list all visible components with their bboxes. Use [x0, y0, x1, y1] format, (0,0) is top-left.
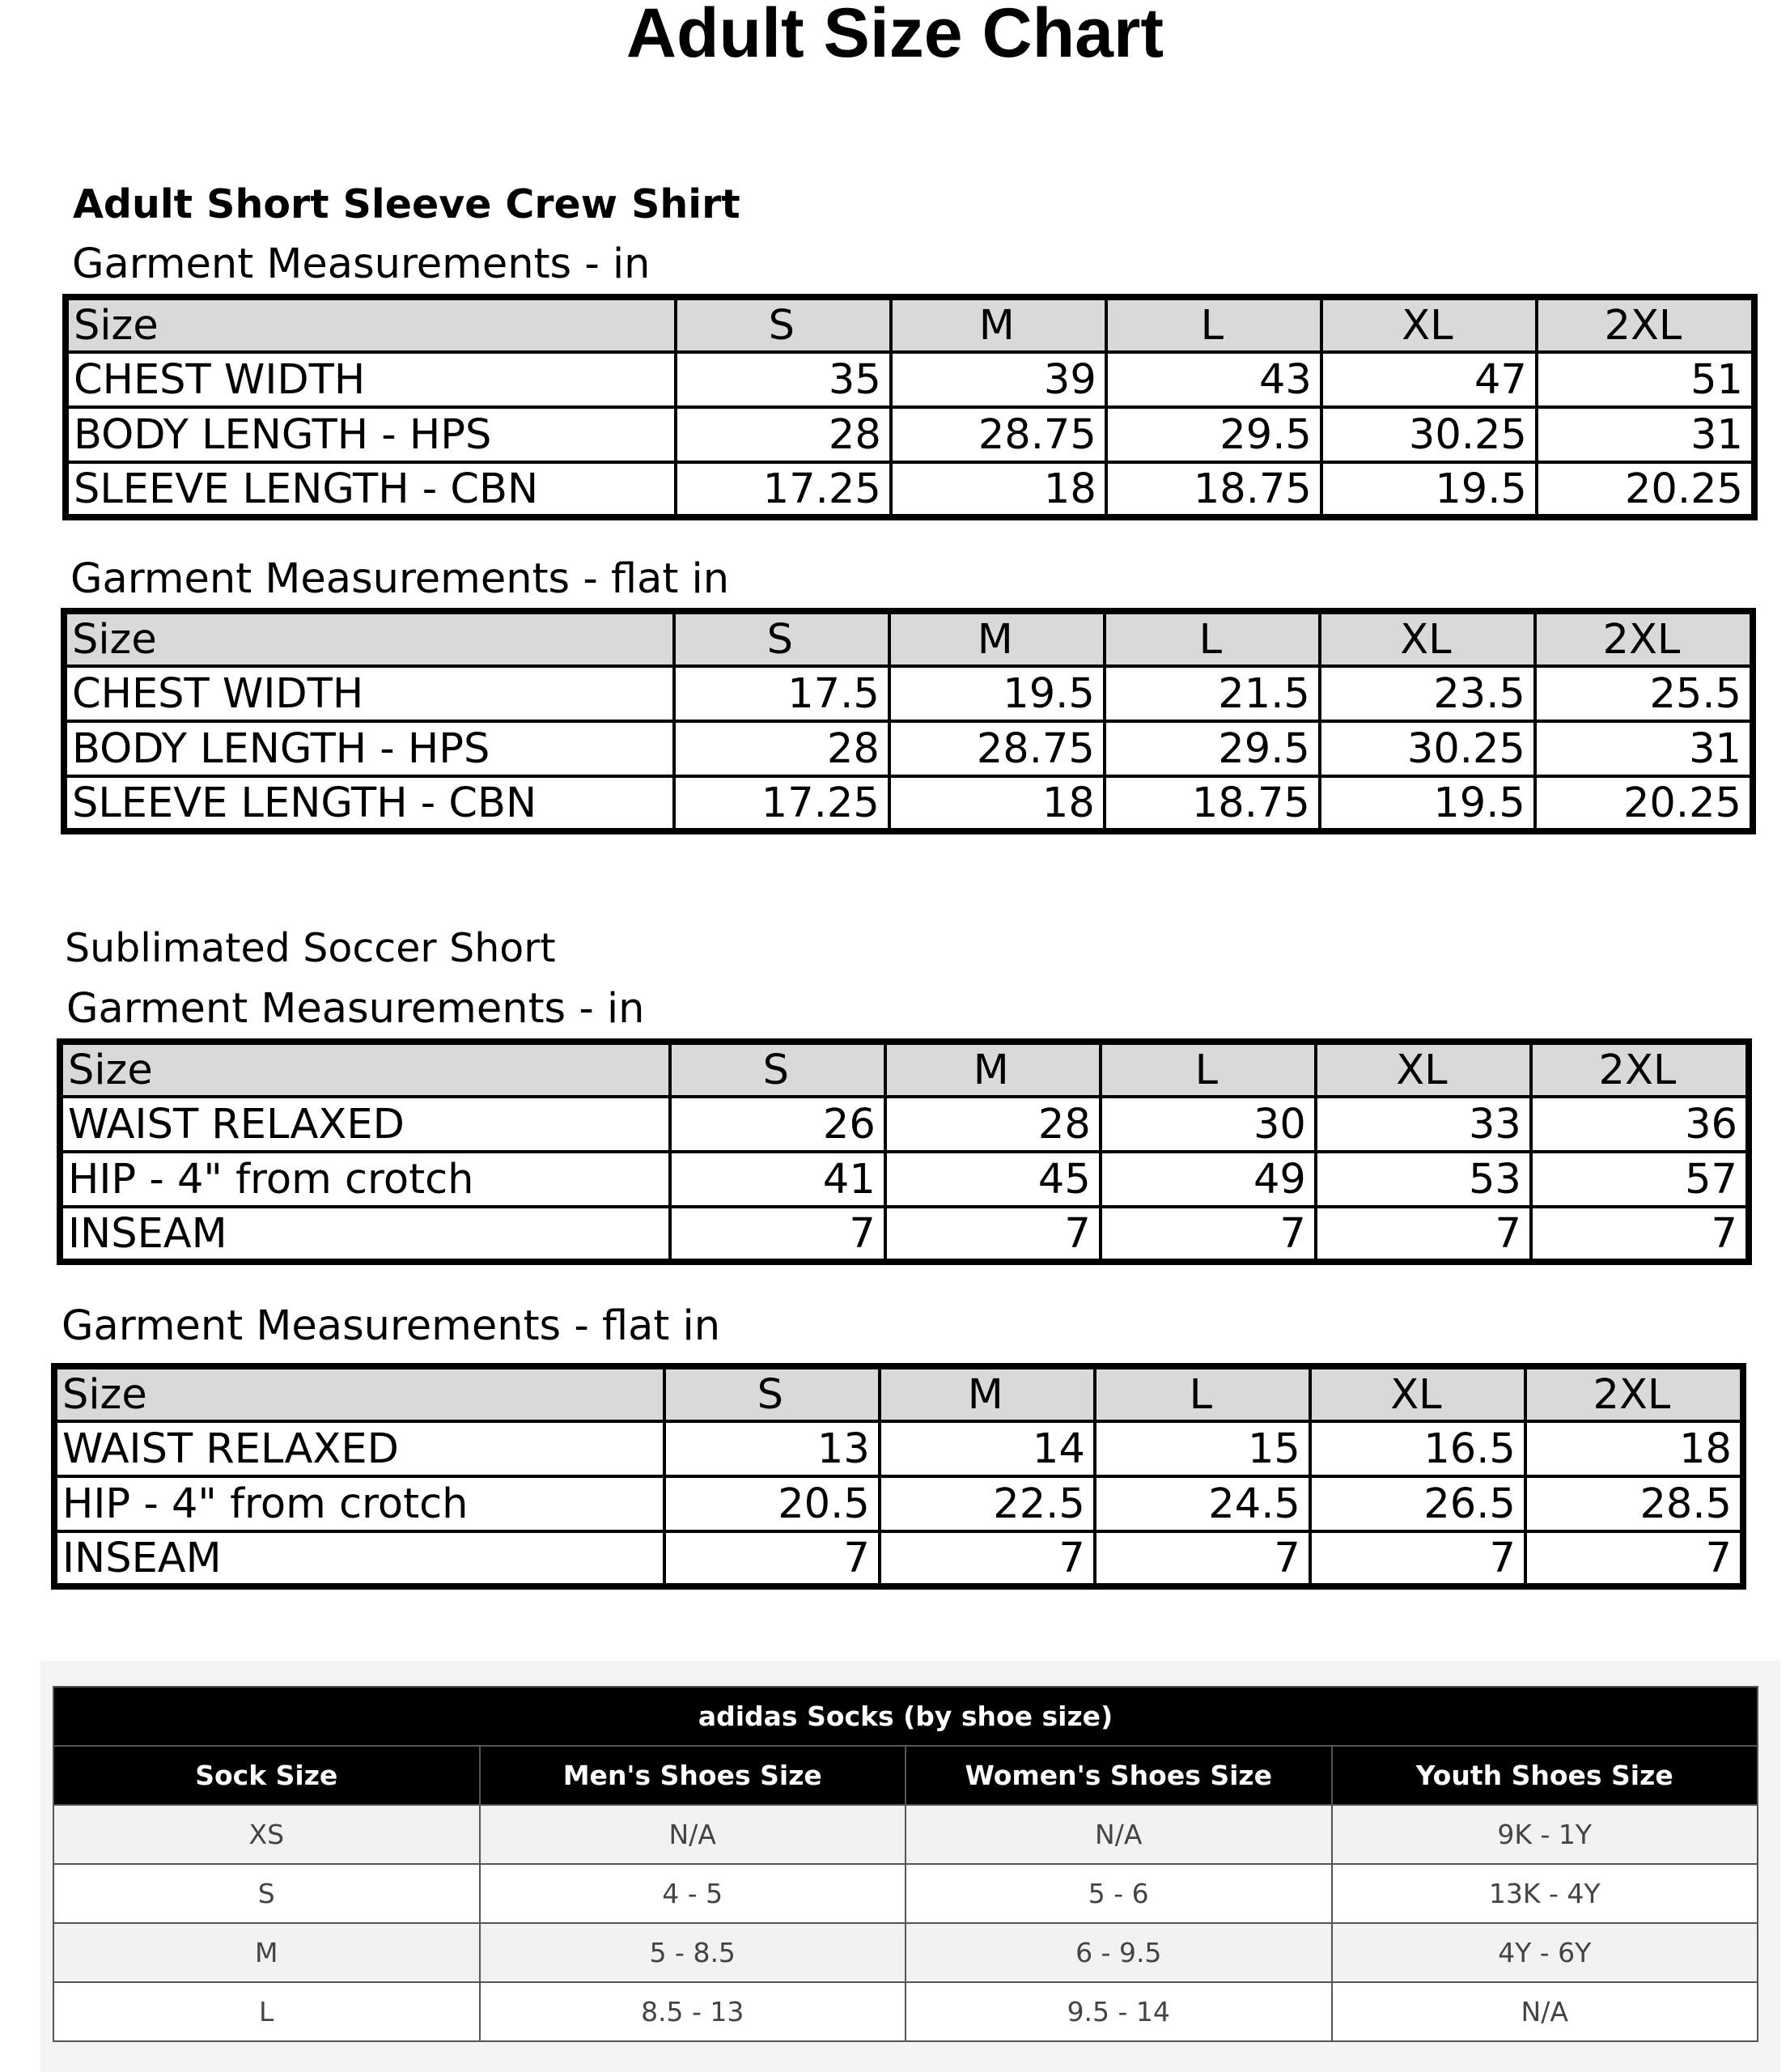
table-row	[53, 1923, 1758, 1982]
measurement-value: 17.5	[674, 666, 889, 721]
header-cell-size: M	[891, 297, 1106, 352]
table-header-row	[66, 297, 1754, 352]
header-cell-size: S	[676, 297, 891, 352]
header-cell-size: 2XL	[1537, 297, 1754, 352]
measurement-value: 18	[891, 462, 1106, 517]
socks-table-title: adidas Socks (by shoe size)	[53, 1687, 1758, 1746]
header-cell-size: 2XL	[1525, 1366, 1743, 1421]
measurement-value: 7	[1525, 1531, 1743, 1586]
measurement-value: 30.25	[1320, 721, 1535, 776]
measurement-value: 7	[670, 1207, 885, 1262]
header-cell-label: Size	[64, 611, 674, 666]
header-cell-size: S	[674, 611, 889, 666]
socks-cell: 5 - 8.5	[480, 1923, 906, 1982]
measurement-value: 53	[1316, 1152, 1531, 1207]
measurement-value: 7	[1316, 1207, 1531, 1262]
table-row	[60, 1207, 1749, 1262]
measurement-label: SLEEVE LENGTH - CBN	[64, 776, 674, 831]
measurement-value: 36	[1531, 1097, 1749, 1152]
measurement-value: 7	[885, 1207, 1101, 1262]
table-row	[64, 721, 1753, 776]
measurement-value: 18	[1525, 1421, 1743, 1476]
measurement-value: 21.5	[1105, 666, 1320, 721]
header-cell-size: XL	[1310, 1366, 1525, 1421]
measurement-label: INSEAM	[60, 1207, 670, 1262]
socks-cell: 13K - 4Y	[1332, 1864, 1758, 1923]
header-cell-size: M	[880, 1366, 1095, 1421]
measurement-label: SLEEVE LENGTH - CBN	[66, 462, 676, 517]
measurement-value: 20.25	[1537, 462, 1754, 517]
measurement-value: 26.5	[1310, 1476, 1525, 1531]
table-header-row	[64, 611, 1753, 666]
header-cell-size: 2XL	[1531, 1042, 1749, 1097]
short-table-inches	[57, 1038, 1752, 1265]
header-cell-size: XL	[1320, 611, 1535, 666]
measurement-value: 19.5	[889, 666, 1105, 721]
header-cell-size: L	[1106, 297, 1321, 352]
header-cell-size: M	[889, 611, 1105, 666]
socks-cell: 6 - 9.5	[906, 1923, 1332, 1982]
measurement-label: CHEST WIDTH	[66, 352, 676, 407]
table-row	[64, 666, 1753, 721]
header-cell-label: Size	[60, 1042, 670, 1097]
measurement-value: 45	[885, 1152, 1101, 1207]
table-row	[53, 1982, 1758, 2041]
measurement-value: 39	[891, 352, 1106, 407]
socks-cell: 9.5 - 14	[906, 1982, 1332, 2041]
socks-cell: S	[53, 1864, 480, 1923]
measurement-value: 19.5	[1321, 462, 1537, 517]
socks-cell: 9K - 1Y	[1332, 1805, 1758, 1864]
measurement-value: 28	[885, 1097, 1101, 1152]
measurement-label: BODY LENGTH - HPS	[64, 721, 674, 776]
short-band-inches: Garment Measurements - in	[66, 984, 645, 1033]
page-title: Adult Size Chart	[626, 0, 1164, 72]
socks-cell: L	[53, 1982, 480, 2041]
shirt-band-flat: Garment Measurements - flat in	[70, 554, 730, 603]
measurement-value: 15	[1095, 1421, 1310, 1476]
measurement-value: 26	[670, 1097, 885, 1152]
measurement-label: BODY LENGTH - HPS	[66, 407, 676, 462]
measurement-value: 28.75	[889, 721, 1105, 776]
measurement-value: 13	[664, 1421, 880, 1476]
table-row	[60, 1097, 1749, 1152]
shirt-section-title: Adult Short Sleeve Crew Shirt	[73, 181, 740, 227]
measurement-value: 7	[880, 1531, 1095, 1586]
measurement-value: 30	[1101, 1097, 1316, 1152]
measurement-value: 19.5	[1320, 776, 1535, 831]
measurement-value: 28.5	[1525, 1476, 1743, 1531]
socks-cell: 4Y - 6Y	[1332, 1923, 1758, 1982]
measurement-value: 33	[1316, 1097, 1531, 1152]
measurement-value: 17.25	[674, 776, 889, 831]
measurement-value: 47	[1321, 352, 1537, 407]
measurement-value: 41	[670, 1152, 885, 1207]
measurement-value: 20.25	[1535, 776, 1753, 831]
header-cell-size: L	[1105, 611, 1320, 666]
measurement-label: INSEAM	[54, 1531, 664, 1586]
table-row	[54, 1476, 1743, 1531]
measurement-value: 16.5	[1310, 1421, 1525, 1476]
header-cell-size: M	[885, 1042, 1101, 1097]
measurement-value: 18.75	[1106, 462, 1321, 517]
table-row	[53, 1864, 1758, 1923]
socks-cell: M	[53, 1923, 480, 1982]
measurement-value: 43	[1106, 352, 1321, 407]
measurement-value: 14	[880, 1421, 1095, 1476]
socks-cell: 8.5 - 13	[480, 1982, 906, 2041]
measurement-value: 25.5	[1535, 666, 1753, 721]
measurement-value: 24.5	[1095, 1476, 1310, 1531]
measurement-value: 51	[1537, 352, 1754, 407]
measurement-value: 7	[1531, 1207, 1749, 1262]
header-cell-size: L	[1101, 1042, 1316, 1097]
socks-cell: XS	[53, 1805, 480, 1864]
header-cell-label: Size	[54, 1366, 664, 1421]
table-row	[66, 407, 1754, 462]
short-table-flat	[51, 1363, 1746, 1590]
measurement-label: WAIST RELAXED	[60, 1097, 670, 1152]
shirt-table-flat	[61, 608, 1756, 834]
table-row	[60, 1152, 1749, 1207]
measurement-value: 18	[889, 776, 1105, 831]
measurement-value: 49	[1101, 1152, 1316, 1207]
header-cell-size: S	[664, 1366, 880, 1421]
socks-cell: 5 - 6	[906, 1864, 1332, 1923]
table-row	[53, 1805, 1758, 1864]
measurement-value: 17.25	[676, 462, 891, 517]
measurement-value: 35	[676, 352, 891, 407]
table-header-row	[54, 1366, 1743, 1421]
short-band-flat: Garment Measurements - flat in	[62, 1301, 721, 1350]
measurement-value: 29.5	[1105, 721, 1320, 776]
measurement-value: 31	[1535, 721, 1753, 776]
short-section-title: Sublimated Soccer Short	[65, 925, 556, 971]
header-cell-size: 2XL	[1535, 611, 1753, 666]
table-row	[54, 1531, 1743, 1586]
socks-header-row	[53, 1746, 1758, 1805]
measurement-value: 29.5	[1106, 407, 1321, 462]
socks-header-cell: Men's Shoes Size	[480, 1746, 906, 1805]
header-cell-size: XL	[1316, 1042, 1531, 1097]
table-row	[66, 352, 1754, 407]
measurement-value: 7	[1310, 1531, 1525, 1586]
measurement-value: 57	[1531, 1152, 1749, 1207]
socks-table	[53, 1686, 1758, 2042]
socks-header-cell: Youth Shoes Size	[1332, 1746, 1758, 1805]
measurement-value: 20.5	[664, 1476, 880, 1531]
socks-cell: 4 - 5	[480, 1864, 906, 1923]
table-row	[54, 1421, 1743, 1476]
socks-cell: N/A	[906, 1805, 1332, 1864]
shirt-table-inches	[62, 294, 1758, 520]
measurement-value: 22.5	[880, 1476, 1095, 1531]
measurement-value: 28	[676, 407, 891, 462]
measurement-value: 7	[1101, 1207, 1316, 1262]
shirt-band-inches: Garment Measurements - in	[72, 240, 651, 288]
measurement-value: 7	[1095, 1531, 1310, 1586]
measurement-value: 30.25	[1321, 407, 1537, 462]
socks-header-cell: Sock Size	[53, 1746, 480, 1805]
measurement-value: 28.75	[891, 407, 1106, 462]
socks-cell: N/A	[1332, 1982, 1758, 2041]
header-cell-size: XL	[1321, 297, 1537, 352]
measurement-value: 28	[674, 721, 889, 776]
measurement-value: 18.75	[1105, 776, 1320, 831]
table-header-row	[60, 1042, 1749, 1097]
measurement-value: 31	[1537, 407, 1754, 462]
measurement-label: WAIST RELAXED	[54, 1421, 664, 1476]
header-cell-label: Size	[66, 297, 676, 352]
measurement-label: HIP - 4" from crotch	[60, 1152, 670, 1207]
socks-cell: N/A	[480, 1805, 906, 1864]
socks-header-cell: Women's Shoes Size	[906, 1746, 1332, 1805]
header-cell-size: S	[670, 1042, 885, 1097]
measurement-label: HIP - 4" from crotch	[54, 1476, 664, 1531]
measurement-value: 7	[664, 1531, 880, 1586]
table-row	[66, 462, 1754, 517]
table-row	[64, 776, 1753, 831]
header-cell-size: L	[1095, 1366, 1310, 1421]
measurement-value: 23.5	[1320, 666, 1535, 721]
measurement-label: CHEST WIDTH	[64, 666, 674, 721]
